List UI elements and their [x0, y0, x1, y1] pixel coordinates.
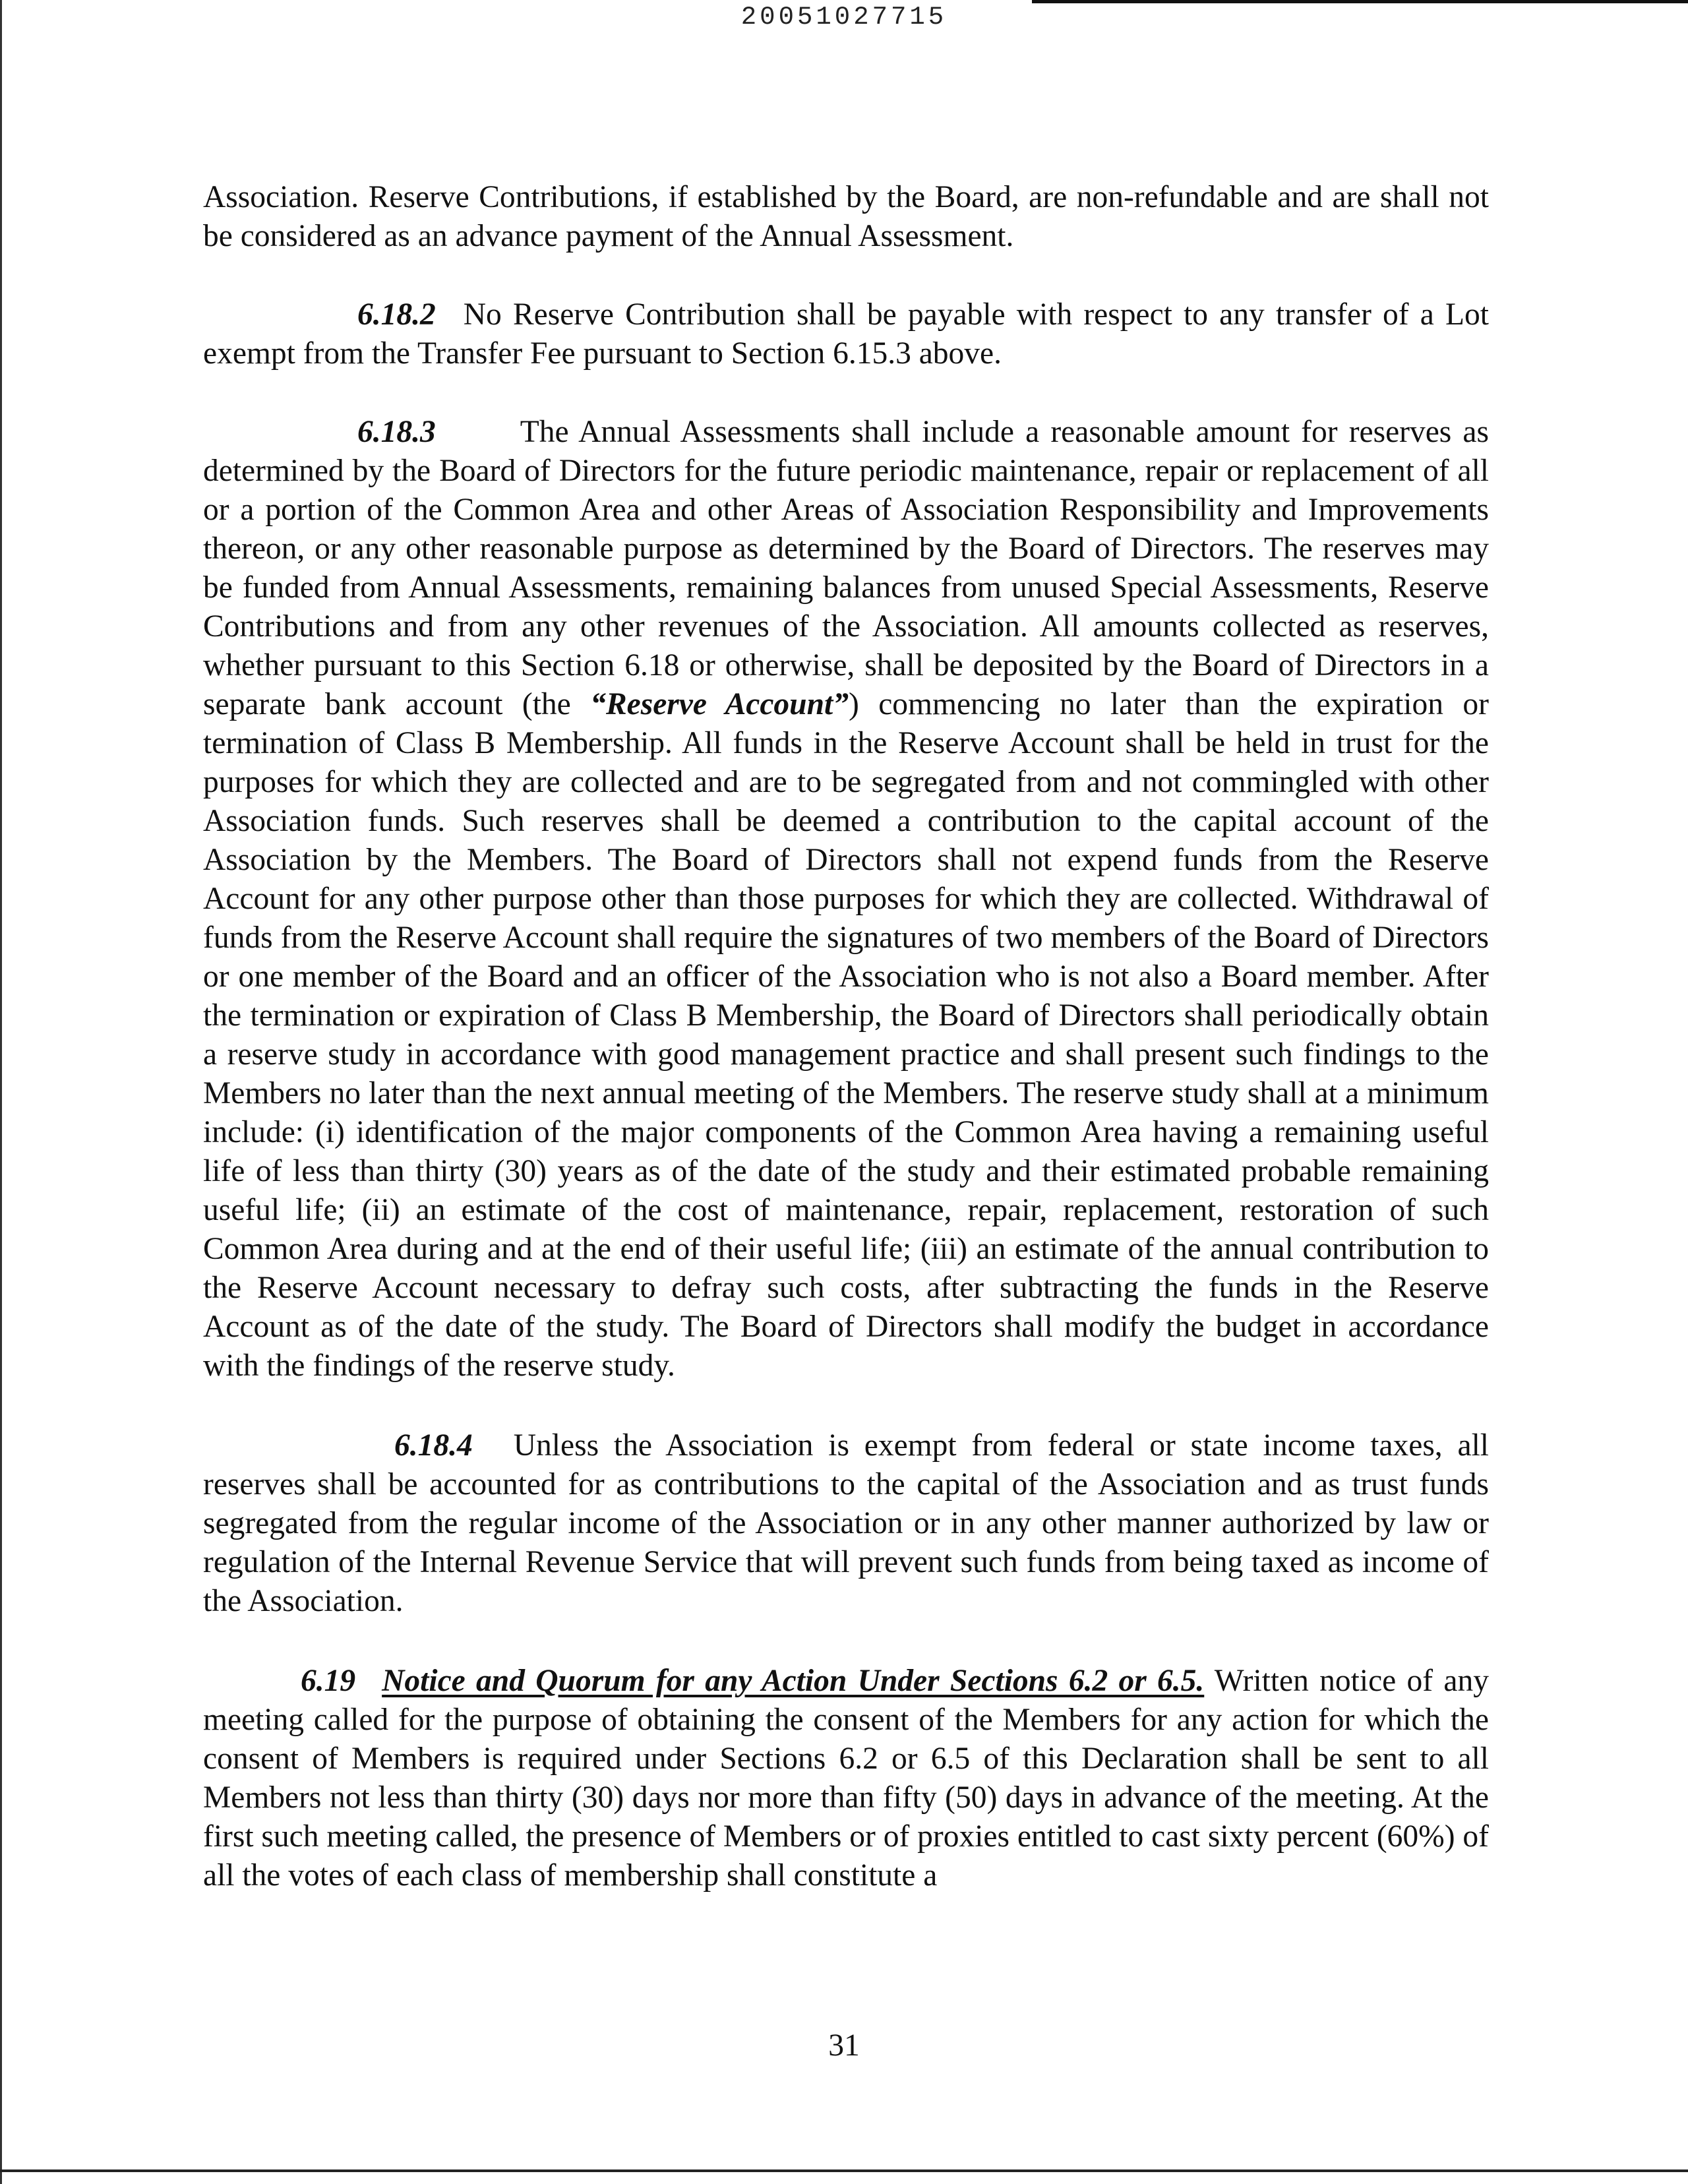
section-6-19: [203, 1662, 1489, 1895]
section-number: 6.18.4: [394, 1428, 473, 1463]
scan-left-edge: [0, 0, 2, 2184]
section-6-18-3: [203, 413, 1489, 1385]
page-body: [203, 168, 1489, 1895]
recording-number: 20051027715: [740, 3, 948, 32]
section-6-18-4: [203, 1426, 1489, 1621]
scan-bottom-edge: [0, 2169, 1688, 2172]
defined-term-reserve-account: “Reserve Account”: [590, 687, 849, 721]
page-number: 31: [828, 2028, 860, 2063]
section-text-after: ) commencing no later than the expiration or termination of Class B Membership. All funds in the Reserve Account shall be held in trust for the purposes for which they are collected and are to be segregated from and not commingled with other Association funds. Such reserves shall be deemed a contribution to the capital account of the Association by the Members. The Board of Directors shall not expend funds from the Reserve Account for any other purpose other than those purposes for which they are collected. Withdrawal of funds from the Reserve Account shall require the signatures of two members of the Board of Directors or one member of the Board and an officer of the Association who is not also a Board member. After the termination or expiration of Class B Membership, the Board of Directors shall periodically obtain a reserve study in accordance with good management practice and shall present such findings to the Members no later than the next annual meeting of the Members. The reserve study shall at a minimum include: (i) identification of the major components of the Common Area having a remaining useful life of less than thirty (30) years as of the date of the study and their estimated probable remaining useful life; (ii) an estimate of the cost of maintenance, repair, replacement, restoration of such Common Area during and at the end of their useful life; (iii) an estimate of the annual contribution to the Reserve Account necessary to defray such costs, after subtracting the funds in the Reserve Account as of the date of the study. The Board of Directors shall modify the budget in accordance with the findings of the reserve study.: [203, 687, 1489, 1383]
section-number: 6.18.3: [357, 415, 436, 449]
section-number: 6.19: [301, 1664, 356, 1698]
section-heading: Notice and Quorum for any Action Under Sections 6.2 or 6.5.: [382, 1664, 1205, 1698]
section-6-18-2: [203, 295, 1489, 373]
section-text: Written notice of any meeting called for the purpose of obtaining the consent of the Members for any action for which the consent of Members is required under Sections 6.2 or 6.5 of this Declaration shall be sent to all Members not less than thirty (30) days nor more than fifty (50) days in advance of the meeting. At the first such meeting called, the presence of Members or of proxies entitled to cast sixty percent (60%) of all the votes of each class of membership shall constitute a: [203, 1664, 1489, 1893]
section-text: No Reserve Contribution shall be payable with respect to any transfer of a Lot exempt from the Transfer Fee pursuant to Section 6.15.3 above.: [203, 297, 1489, 371]
section-text-before: The Annual Assessments shall include a reasonable amount for reserves as determined by the Board of Directors for the future periodic maintenance, repair or replacement of all or a portion of the Common Area and other Areas of Association Responsibility and Improvements thereon, or any other reasonable purpose as determined by the Board of Directors. The reserves may be funded from Annual Assessments, remaining balances from unused Special Assessments, Reserve Contributions and from any other revenues of the Association. All amounts collected as reserves, whether pursuant to this Section 6.18 or otherwise, shall be deposited by the Board of Directors in a separate bank account (the: [203, 415, 1489, 721]
continuation-paragraph: Association. Reserve Contributions, if established by the Board, are non-refundable and are shall not be considered as an advance payment of the Annual Assessment.: [203, 180, 1489, 253]
section-number: 6.18.2: [357, 297, 436, 332]
section-text: Unless the Association is exempt from federal or state income taxes, all reserves shall be accounted for as contributions to the capital of the Association and as trust funds segregated from the regular income of the Association or in any other manner authorized by law or regulation of the Internal Revenue Service that will prevent such funds from being taxed as income of the Association.: [203, 1428, 1489, 1618]
